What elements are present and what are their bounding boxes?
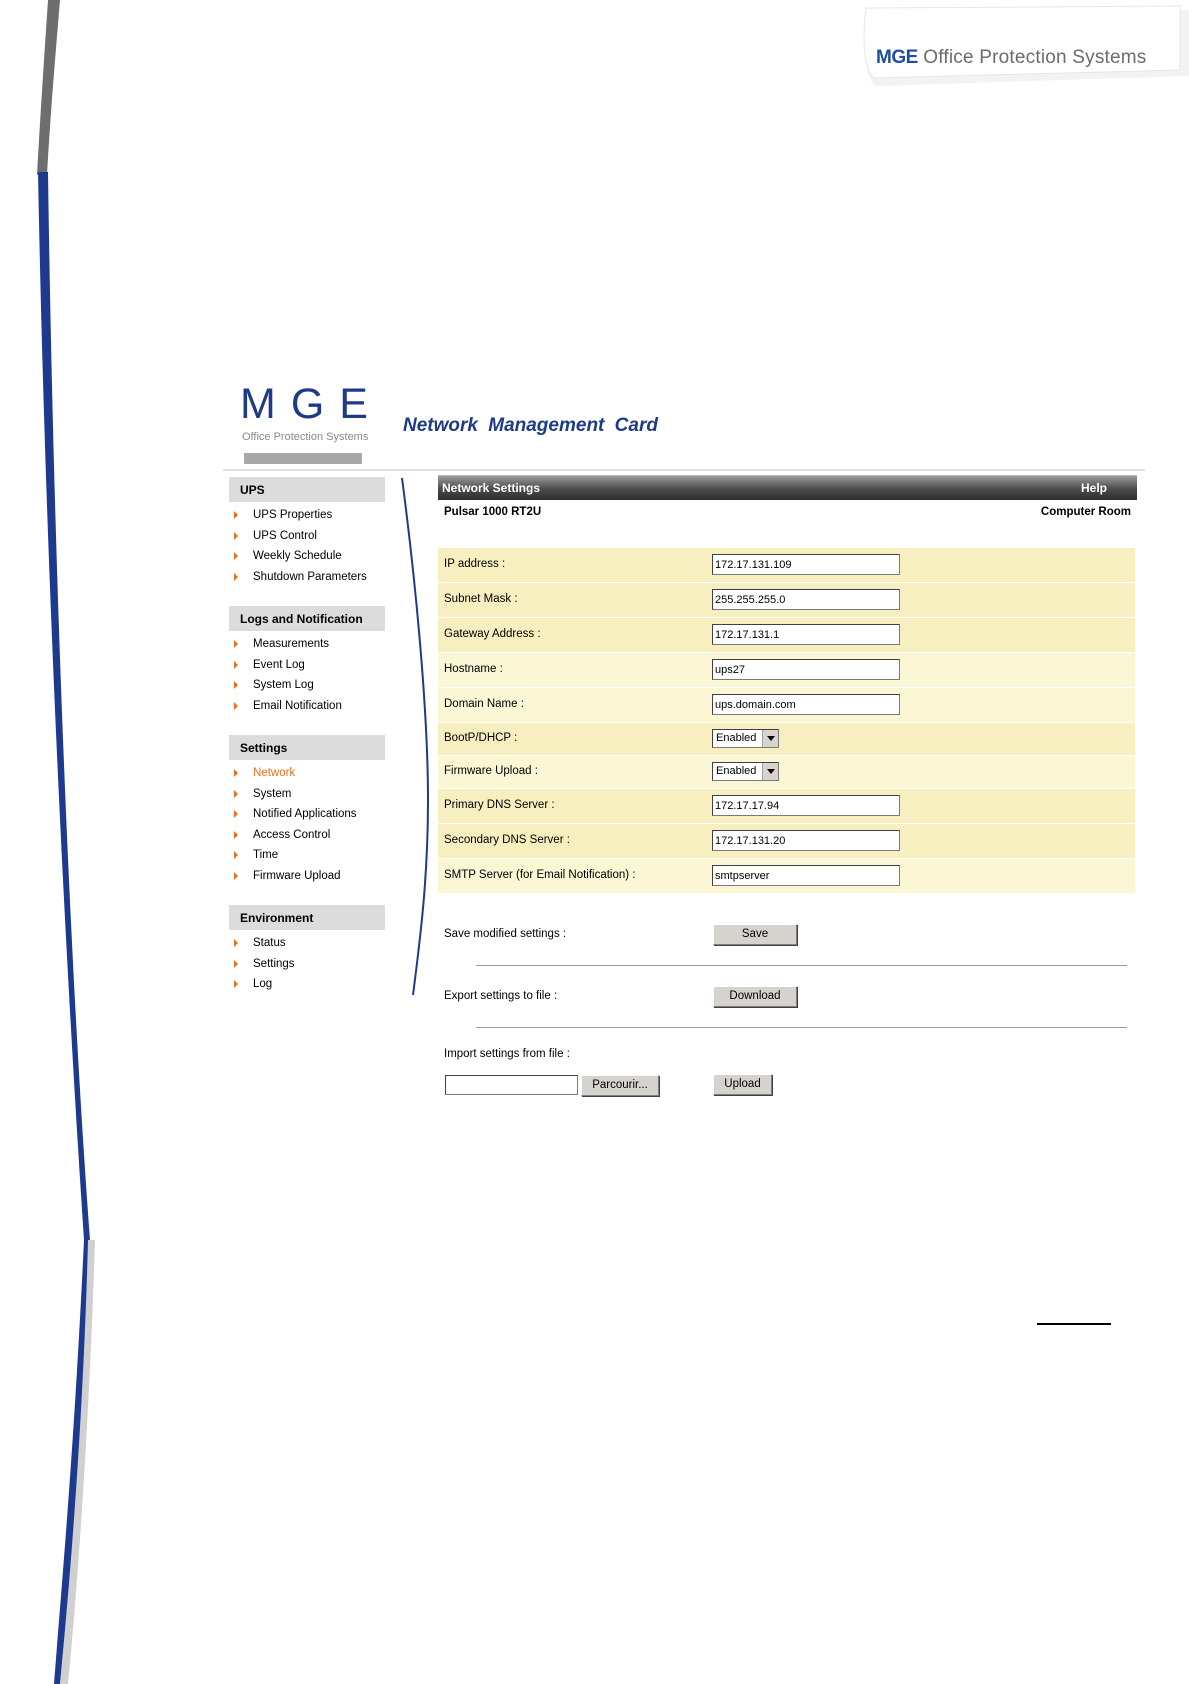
arrow-icon xyxy=(234,681,238,689)
form-row-gateway xyxy=(438,618,1135,652)
bootp-selected: Enabled xyxy=(716,732,757,744)
brand-rest: Office Protection Systems xyxy=(923,47,1147,68)
gateway-address-input[interactable] xyxy=(712,624,900,645)
sidebar-item-notified-applications[interactable]: Notified Applications xyxy=(229,805,385,826)
sidebar-item-firmware-upload[interactable]: Firmware Upload xyxy=(229,867,385,888)
sidebar-item-time[interactable]: Time xyxy=(229,846,385,867)
separator xyxy=(476,1027,1127,1028)
firmware-selected: Enabled xyxy=(716,765,757,777)
brand-header xyxy=(876,47,1147,69)
sidebar-item-system[interactable]: System xyxy=(229,785,385,806)
separator xyxy=(476,965,1127,966)
sidebar-item-shutdown-parameters[interactable]: Shutdown Parameters xyxy=(229,568,385,589)
sidebar-item-email-notification[interactable]: Email Notification xyxy=(229,697,385,718)
app-title: Network Management Card xyxy=(403,415,658,436)
device-info-row xyxy=(438,500,1137,528)
page-title: Network Settings xyxy=(442,481,541,495)
sidebar-section-logs: Logs and Notification xyxy=(229,606,385,631)
form-row-dns2 xyxy=(438,824,1135,858)
mge-logo xyxy=(240,380,383,463)
dns1-label: Primary DNS Server : xyxy=(438,789,704,823)
divider-swoosh xyxy=(402,478,428,995)
device-location: Computer Room xyxy=(1040,506,1131,518)
sidebar-item-env-status[interactable]: Status xyxy=(229,934,385,955)
form-row-domain xyxy=(438,688,1135,722)
hostname-label: Hostname : xyxy=(438,653,704,687)
arrow-icon xyxy=(234,552,238,560)
download-button[interactable]: Download xyxy=(713,986,797,1007)
save-label: Save modified settings : xyxy=(444,928,567,940)
dropdown-arrow-icon xyxy=(762,730,778,747)
help-link[interactable]: Help xyxy=(1080,481,1107,495)
network-settings-form xyxy=(438,548,1135,894)
form-row-hostname xyxy=(438,653,1135,687)
import-file-input[interactable] xyxy=(445,1075,578,1095)
sidebar-item-ups-properties[interactable]: UPS Properties xyxy=(229,506,385,527)
arrow-icon xyxy=(234,980,238,988)
save-button[interactable]: Save xyxy=(713,924,797,945)
main-panel xyxy=(438,475,1137,1091)
arrow-icon xyxy=(234,790,238,798)
arrow-icon xyxy=(234,640,238,648)
arrow-icon xyxy=(234,960,238,968)
smtp-server-input[interactable] xyxy=(712,865,900,886)
bootp-label: BootP/DHCP : xyxy=(438,723,704,755)
panel-title-bar xyxy=(438,475,1137,500)
sidebar-item-access-control[interactable]: Access Control xyxy=(229,826,385,847)
header-divider xyxy=(223,469,1145,471)
arrow-icon xyxy=(234,702,238,710)
logo-bar xyxy=(244,453,362,464)
form-row-subnet xyxy=(438,583,1135,617)
domain-name-input[interactable] xyxy=(712,694,900,715)
sidebar-section-settings: Settings xyxy=(229,735,385,760)
firmware-upload-select[interactable] xyxy=(712,762,779,781)
brand-strong: MGE xyxy=(876,47,918,68)
upload-button[interactable]: Upload xyxy=(713,1074,772,1095)
sidebar-item-weekly-schedule[interactable]: Weekly Schedule xyxy=(229,547,385,568)
form-row-firmware xyxy=(438,756,1135,788)
form-row-smtp xyxy=(438,859,1135,893)
gateway-label: Gateway Address : xyxy=(438,618,704,652)
form-row-ip xyxy=(438,548,1135,582)
sidebar-item-event-log[interactable]: Event Log xyxy=(229,656,385,677)
footer-rule xyxy=(1037,1323,1111,1325)
sidebar-item-measurements[interactable]: Measurements xyxy=(229,635,385,656)
smtp-label: SMTP Server (for Email Notification) : xyxy=(438,859,704,893)
sidebar-item-env-settings[interactable]: Settings xyxy=(229,955,385,976)
form-row-dns1 xyxy=(438,789,1135,823)
arrow-icon xyxy=(234,810,238,818)
arrow-icon xyxy=(234,831,238,839)
grey-swoosh xyxy=(37,0,60,175)
sidebar-item-ups-control[interactable]: UPS Control xyxy=(229,527,385,548)
blue-swoosh xyxy=(38,172,90,1240)
device-name: Pulsar 1000 RT2U xyxy=(444,506,542,518)
arrow-icon xyxy=(234,573,238,581)
form-row-bootp xyxy=(438,723,1135,755)
arrow-icon xyxy=(234,511,238,519)
arrow-icon xyxy=(234,769,238,777)
sidebar-item-env-log[interactable]: Log xyxy=(229,975,385,996)
firmware-label: Firmware Upload : xyxy=(438,756,704,788)
sidebar-item-network[interactable]: Network xyxy=(229,764,385,785)
dns2-label: Secondary DNS Server : xyxy=(438,824,704,858)
browse-button[interactable]: Parcourir... xyxy=(581,1075,659,1096)
bootp-dhcp-select[interactable] xyxy=(712,729,779,748)
logo-subtitle: Office Protection Systems xyxy=(242,431,369,443)
arrow-icon xyxy=(234,872,238,880)
secondary-dns-input[interactable] xyxy=(712,830,900,851)
export-label: Export settings to file : xyxy=(444,990,558,1002)
arrow-icon xyxy=(234,939,238,947)
arrow-icon xyxy=(234,851,238,859)
sidebar xyxy=(229,477,385,996)
primary-dns-input[interactable] xyxy=(712,795,900,816)
hostname-input[interactable] xyxy=(712,659,900,680)
domain-label: Domain Name : xyxy=(438,688,704,722)
ip-address-input[interactable] xyxy=(712,554,900,575)
sidebar-section-ups: UPS xyxy=(229,477,385,502)
ip-label: IP address : xyxy=(438,548,704,582)
sidebar-section-environment: Environment xyxy=(229,905,385,930)
dropdown-arrow-icon xyxy=(762,763,778,780)
arrow-icon xyxy=(234,661,238,669)
subnet-label: Subnet Mask : xyxy=(438,583,704,617)
subnet-mask-input[interactable] xyxy=(712,589,900,610)
arrow-icon xyxy=(234,532,238,540)
logo-letters: MGE xyxy=(240,380,383,428)
sidebar-item-system-log[interactable]: System Log xyxy=(229,676,385,697)
import-label: Import settings from file : xyxy=(444,1048,570,1060)
